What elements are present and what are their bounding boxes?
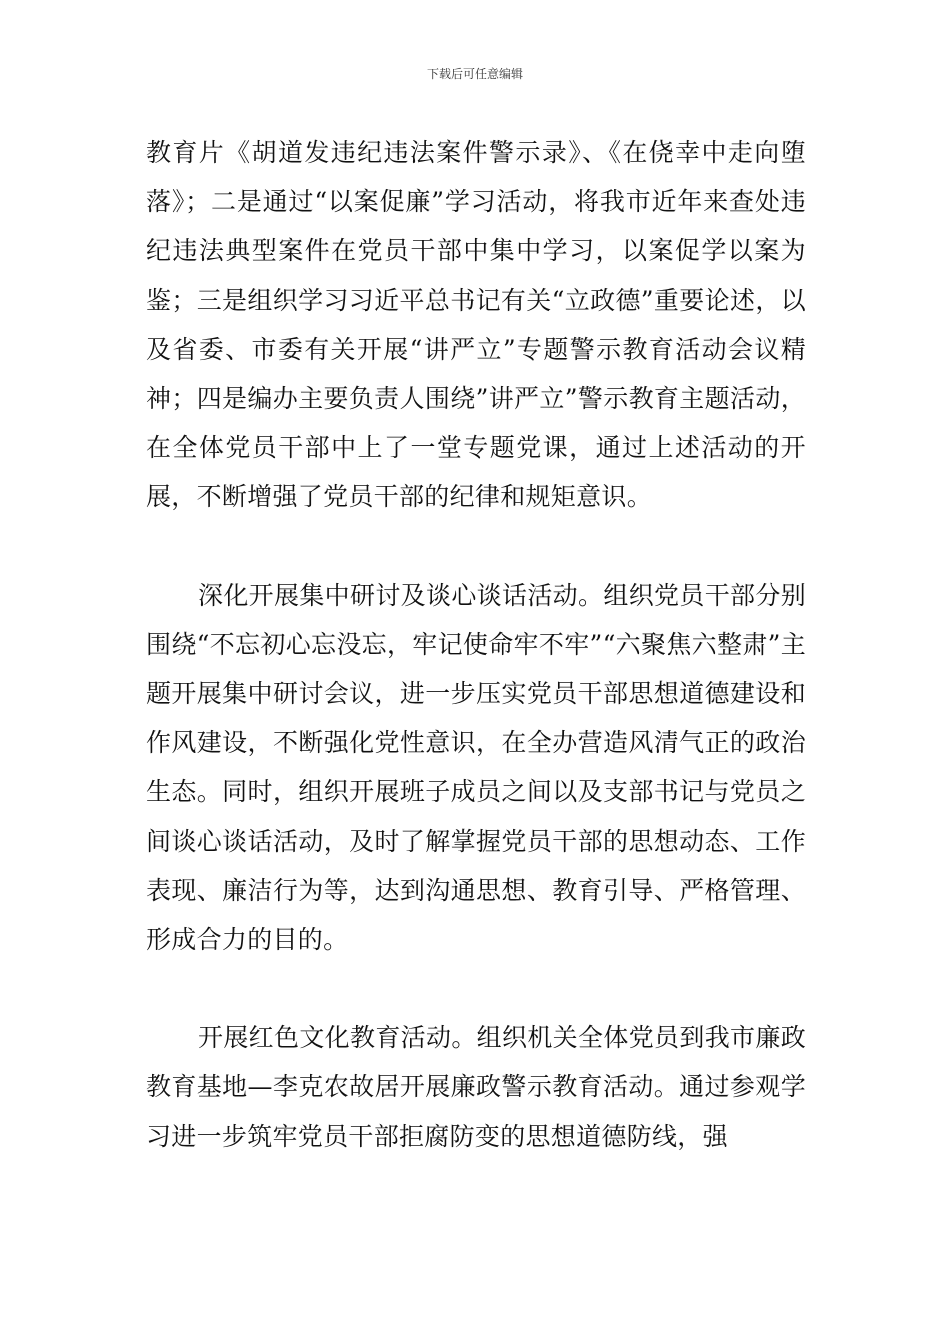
paragraph-discussion-activities: 深化开展集中研讨及谈心谈话活动。组织党员干部分别围绕“不忘初心忘没忘，牢记使命牢不牢”“六聚焦六整肃”主题开展集中研讨会议，进一步压实党员干部思想道德建设和作风建设，不断强化党性意识，在全办营造风清气正的政治生态。同时，组织开展班子成员之间以及支部书记与党员之间谈心谈话活动，及时了解掌握党员干部的思想动态、工作表现、廉洁行为等，达到沟通思想、教育引导、严格管理、形成合力的目的。	[146, 580, 806, 955]
paragraph-continuation: 教育片《胡道发违纪违法案件警示录》、《在侥幸中走向堕落》；二是通过“以案促廉”学习活动，将我市近年来查处违纪违法典型案件在党员干部中集中学习，以案促学以案为鉴；三是组织学习习近平总书记有关“立政德”重要论述，以及省委、市委有关开展“讲严立”专题警示教育活动会议精神；四是编办主要负责人围绕”讲严立”警示教育主题活动，在全体党员干部中上了一堂专题党课，通过上述活动的开展，不断增强了党员干部的纪律和规矩意识。	[146, 138, 806, 512]
document-body	[146, 128, 806, 1161]
paragraph-red-culture-education: 开展红色文化教育活动。组织机关全体党员到我市廉政教育基地—李克农故居开展廉政警示教育活动。通过参观学习进一步筑牢党员干部拒腐防变的思想道德防线，强	[146, 1023, 806, 1151]
page-header-note: 下载后可任意编辑	[426, 67, 523, 81]
